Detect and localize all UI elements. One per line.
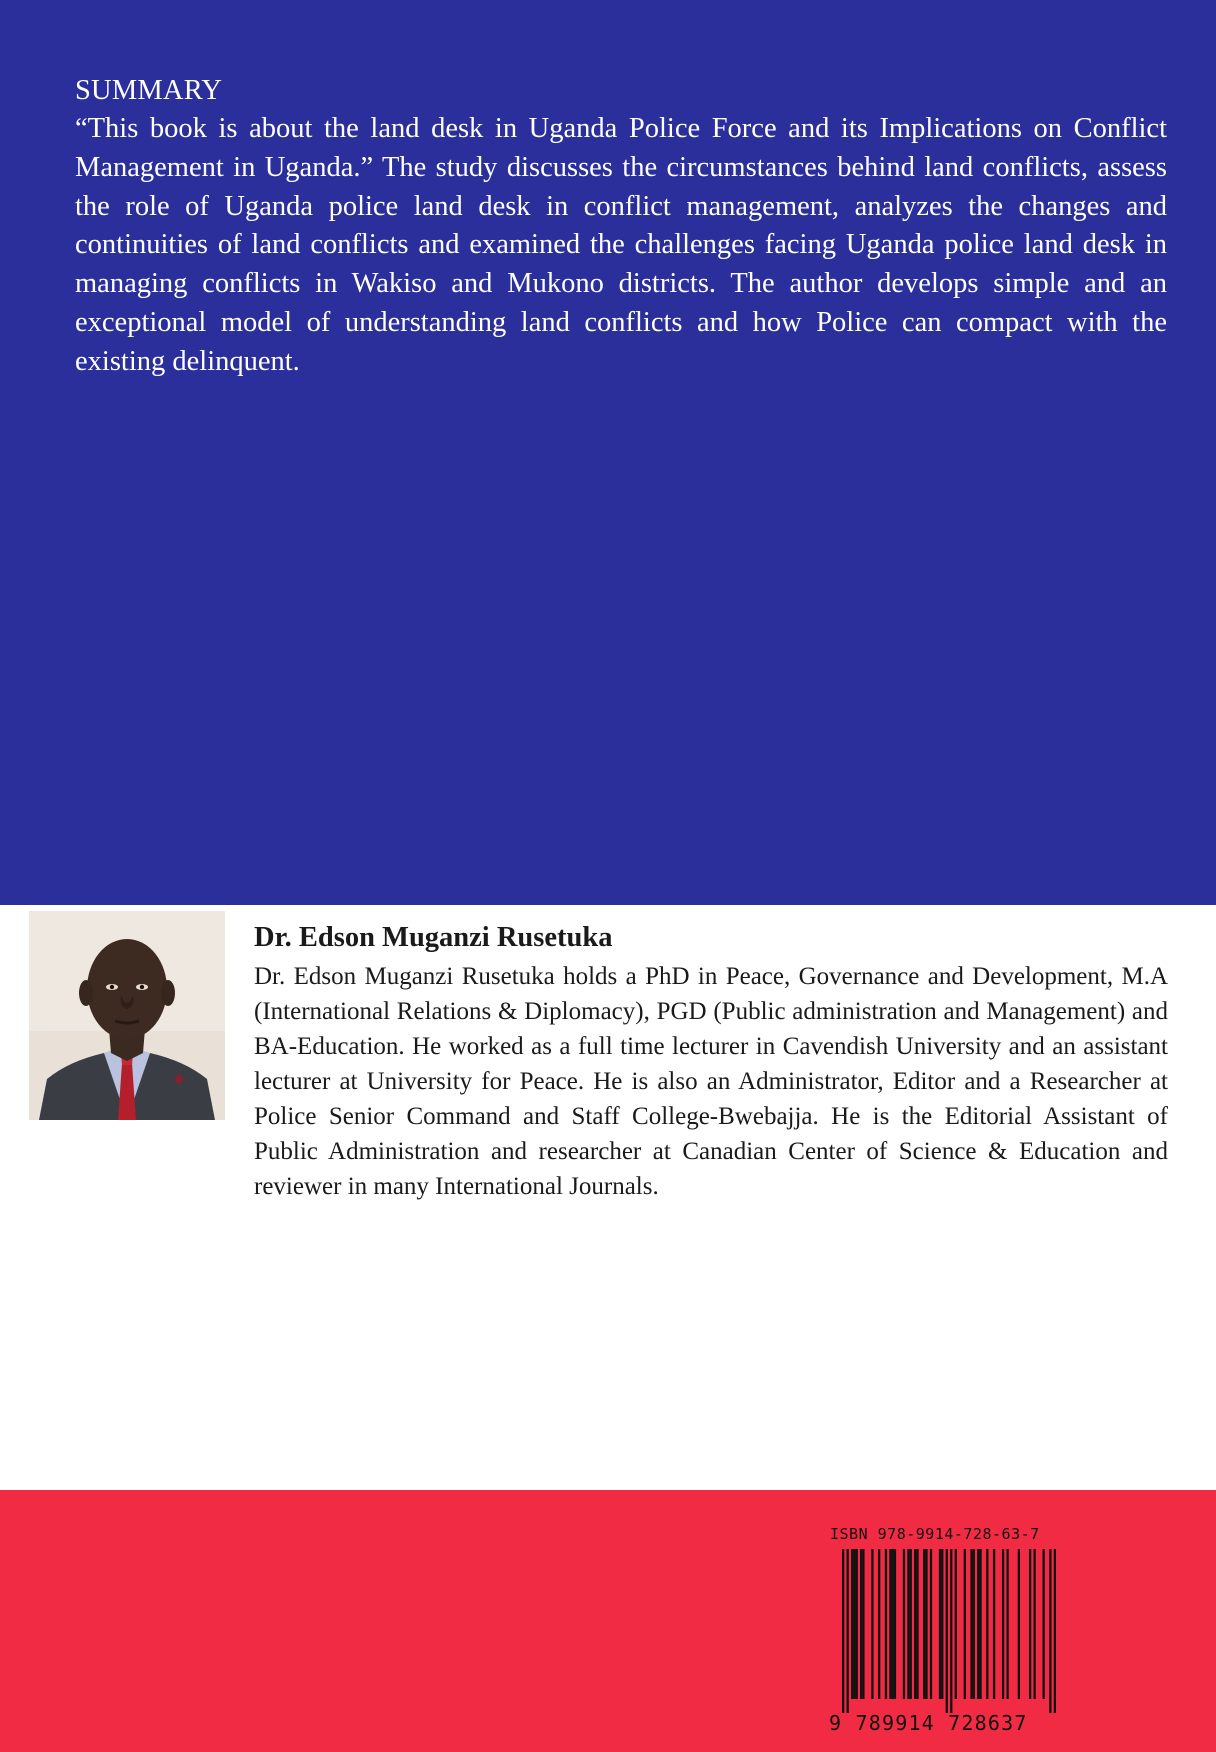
- barcode-bar: [889, 1549, 891, 1699]
- barcode-bar: [907, 1549, 909, 1699]
- barcode-bar: [946, 1549, 948, 1713]
- barcode-bar: [1029, 1549, 1031, 1699]
- barcode-bar: [930, 1549, 932, 1699]
- barcode-bar: [925, 1549, 927, 1699]
- barcode-bar: [1049, 1549, 1051, 1713]
- barcode-bar: [1006, 1549, 1008, 1699]
- isbn-barcode: [824, 1521, 1062, 1739]
- barcode-bars-icon: [842, 1549, 1056, 1713]
- barcode-bar: [853, 1549, 855, 1699]
- barcode-bar: [941, 1549, 943, 1699]
- summary-block: [75, 72, 1167, 382]
- barcode-bar: [910, 1549, 912, 1699]
- barcode-bar: [842, 1549, 844, 1713]
- author-bio: Dr. Edson Muganzi Rusetuka holds a PhD in Peace, Governance and Development, M.A (International Relations & Diplomacy), PGD (Public administration and Management) and BA-Education. He worked as a full time lecturer in Cavendish University and an assistant lecturer at University for Peace. He is also an Administrator, Editor and a Researcher at Police Senior Command and Staff College-Bwebajja. He is the Editorial Assistant of Public Administration and researcher at Canadian Center of Science & Education and reviewer in many International Journals.: [254, 963, 1168, 1200]
- author-name: Dr. Edson Muganzi Rusetuka: [254, 922, 613, 953]
- barcode-bar: [950, 1549, 952, 1713]
- barcode-bar: [916, 1549, 918, 1699]
- barcode-bar: [914, 1549, 916, 1699]
- barcode-bar: [878, 1549, 880, 1699]
- barcode-bar: [892, 1549, 894, 1699]
- barcode-bar: [851, 1549, 853, 1699]
- barcode-bar: [979, 1549, 981, 1699]
- barcode-bar: [903, 1549, 905, 1699]
- barcode-bar: [1054, 1549, 1056, 1713]
- barcode-bar: [964, 1549, 966, 1699]
- barcode-bar: [993, 1549, 995, 1699]
- barcode-bar: [973, 1549, 975, 1699]
- barcode-bar: [856, 1549, 858, 1699]
- barcode-bar: [939, 1549, 941, 1699]
- summary-text: “This book is about the land desk in Uganda Police Force and its Implications on Conflict Management in Uganda.” The study discusses the circumstances behind land conflicts, assess the role of Uganda police land desk in conflict management, analyzes the changes and continuities of land conflicts and examined the challenges facing Uganda police land desk in managing conflicts in Wakiso and Mukono districts. The author develops simple and an exceptional model of understanding land conflicts and how Police can compact with the existing delinquent.: [75, 113, 1167, 377]
- barcode-bar: [871, 1549, 873, 1699]
- author-photo: [29, 911, 225, 1120]
- barcode-bar: [1018, 1549, 1020, 1699]
- barcode-bar: [862, 1549, 864, 1699]
- author-block: [254, 919, 1168, 1204]
- barcode-bar: [894, 1549, 896, 1699]
- barcode-bar: [955, 1549, 957, 1699]
- barcode-bar: [977, 1549, 979, 1699]
- barcode-bar: [847, 1549, 849, 1713]
- isbn-label: ISBN 978-9914-728-63-7: [830, 1525, 1040, 1543]
- barcode-digits: 9 789914 728637: [829, 1711, 1028, 1735]
- summary-heading: SUMMARY: [75, 75, 223, 106]
- barcode-bar: [885, 1549, 887, 1699]
- barcode-bar: [986, 1549, 988, 1699]
- barcode-bar: [860, 1549, 862, 1699]
- barcode-bar: [1033, 1549, 1035, 1699]
- barcode-bar: [923, 1549, 925, 1699]
- barcode-bar: [1002, 1549, 1004, 1699]
- author-portrait-icon: [29, 911, 225, 1120]
- barcode-bar: [970, 1549, 972, 1699]
- barcode-bar: [1042, 1549, 1044, 1699]
